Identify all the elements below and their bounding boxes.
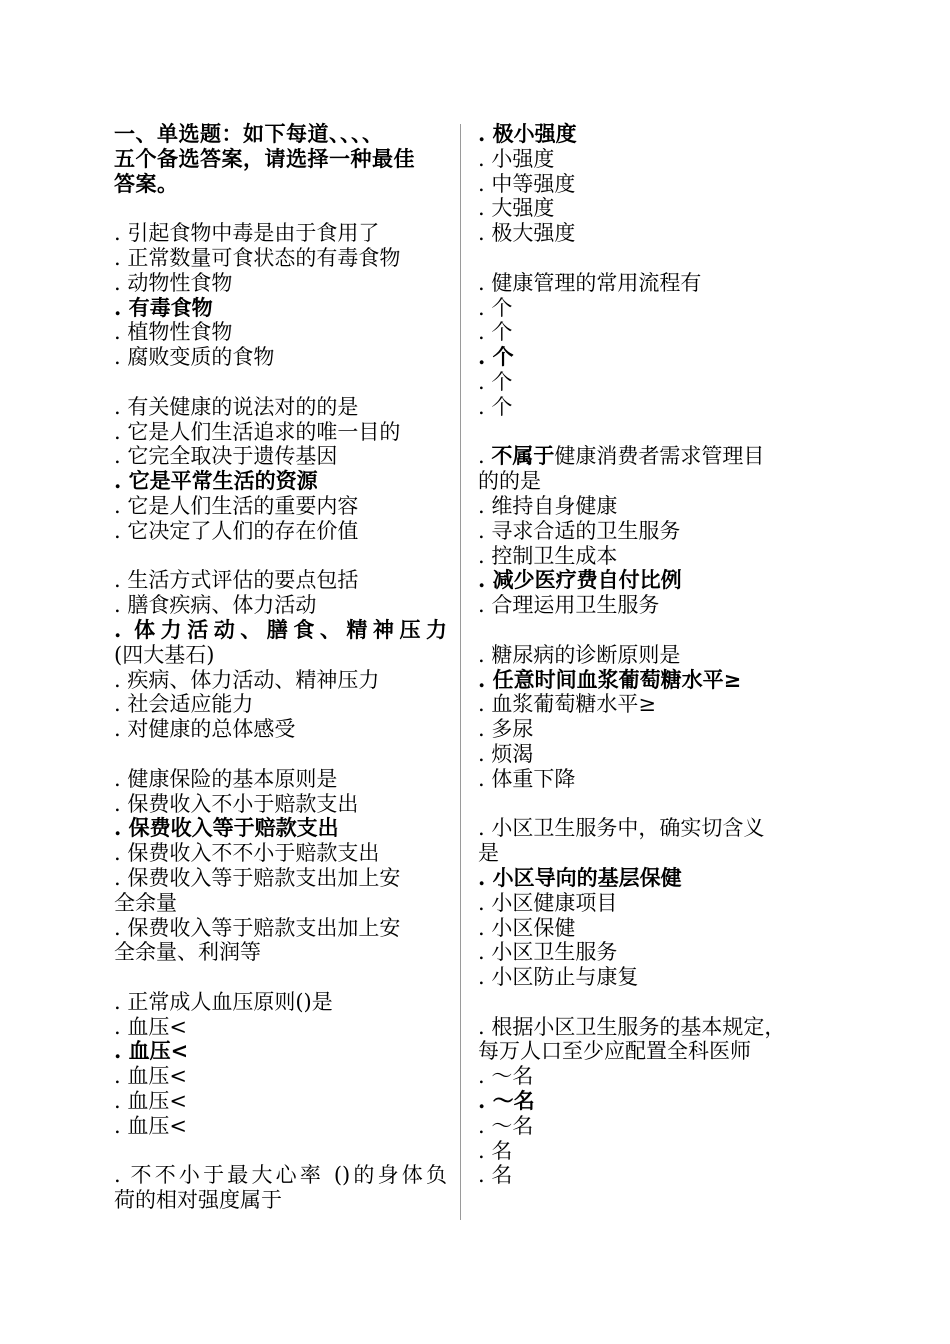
question-line: . 保费收入等于赔款支出加上安 xyxy=(114,915,401,940)
emphasis-text: 不属于 xyxy=(491,443,555,469)
question-block xyxy=(114,1163,447,1213)
right-column xyxy=(478,122,828,1213)
question-line: . 血压< xyxy=(114,1113,187,1138)
question-line: . 极大强度 xyxy=(478,221,576,246)
question-line: . 疾病、体力活动、精神压力 xyxy=(114,667,380,692)
correct-answer-option: . 有毒食物 xyxy=(114,294,213,320)
question-line: . 对健康的总体感受 xyxy=(114,717,296,742)
question-line: . 健康保险的基本原则是 xyxy=(114,766,338,791)
question-line: . 个 xyxy=(478,295,513,320)
correct-answer-option: . 小区导向的基层保健 xyxy=(478,864,682,890)
question-block xyxy=(114,568,447,742)
question-line: . 保费收入不不小于赔款支出 xyxy=(114,841,380,866)
question-line: . 多尿 xyxy=(478,717,534,742)
question-line: . 寻求合适的卫生服务 xyxy=(478,518,681,543)
question-line: . 社会适应能力 xyxy=(114,692,254,717)
correct-answer-option: . 任意时间血浆葡萄糖水平≥ xyxy=(478,666,742,692)
question-line: . 控制卫生成本 xyxy=(478,543,618,568)
correct-answer-option: . 它是平常生活的资源 xyxy=(114,468,318,494)
question-line: . 个 xyxy=(478,394,513,419)
question-line: 全余量 xyxy=(114,890,177,915)
question-line: . 它完全取决于遗传基因 xyxy=(114,444,338,469)
question-line: . 小区卫生服务中，确实切含义 xyxy=(478,816,765,841)
correct-answer-option: . 体力活动、膳食、精神压力 xyxy=(114,616,447,642)
question-line: . 根据小区卫生服务的基本规定， xyxy=(478,1014,786,1039)
question-block xyxy=(478,444,828,618)
right-question-list xyxy=(478,122,828,1188)
question-line: . 保费收入不小于赔款支出 xyxy=(114,791,359,816)
stem-text: 健康消费者需求管理目 xyxy=(554,444,765,469)
question-block xyxy=(114,221,447,370)
question-line: . 小区健康项目 xyxy=(478,890,618,915)
question-line: . ～名 xyxy=(478,1064,534,1089)
question-line: . 正常成人血压原则()是 xyxy=(114,989,333,1014)
question-line: . 个 xyxy=(478,320,513,345)
heading-line: 五个备选答案，请选择一种最佳 xyxy=(114,145,415,171)
question-line: . 名 xyxy=(478,1138,513,1163)
question-block xyxy=(478,122,828,246)
question-line: (四大基石) xyxy=(114,642,215,667)
question-line: . 小区卫生服务 xyxy=(478,940,618,965)
question-line: . 合理运用卫生服务 xyxy=(478,593,660,618)
question-line: 全余量、利润等 xyxy=(114,940,261,965)
question-line: . 维持自身健康 xyxy=(478,493,618,518)
question-line: . 不不小于最大心率 ()的身体负 xyxy=(114,1163,447,1188)
question-line: . 大强度 xyxy=(478,196,555,221)
question-line: . 腐败变质的食物 xyxy=(114,345,275,370)
question-line: . 膳食疾病、体力活动 xyxy=(114,593,317,618)
correct-answer-option: . 个 xyxy=(478,344,514,370)
question-line: . 动物性食物 xyxy=(114,270,233,295)
correct-answer-option: . 减少医疗费自付比例 xyxy=(478,567,682,593)
question-line: . 正常数量可食状态的有毒食物 xyxy=(114,245,401,270)
question-line: . 糖尿病的诊断原则是 xyxy=(478,642,681,667)
question-line: . 它决定了人们的存在价值 xyxy=(114,518,359,543)
section-heading xyxy=(114,122,447,196)
correct-answer-option: . 极小强度 xyxy=(478,121,577,146)
correct-answer-option: . 保费收入等于赔款支出 xyxy=(114,815,339,841)
question-line: . 小区防止与康复 xyxy=(478,965,639,990)
question-line: . 它是人们生活追求的唯一目的 xyxy=(114,419,401,444)
question-line: . ～名 xyxy=(478,1113,534,1138)
question-line: 每万人口至少应配置全科医师 xyxy=(478,1039,751,1064)
question-line: . 中等强度 xyxy=(478,171,576,196)
left-question-list xyxy=(114,221,447,1213)
heading-line: 一、单选题：如下每道、、、、 xyxy=(114,121,384,146)
question-stem xyxy=(478,444,828,469)
question-line: . 血压< xyxy=(114,1014,187,1039)
left-column xyxy=(114,122,447,1238)
stem-text: . xyxy=(478,444,492,469)
question-line: . 有关健康的说法对的的是 xyxy=(114,394,359,419)
question-line: . 血压< xyxy=(114,1089,187,1114)
question-line: . 小强度 xyxy=(478,146,555,171)
correct-answer-option: . 血压< xyxy=(114,1038,189,1064)
question-block xyxy=(114,767,447,965)
question-line: 的的是 xyxy=(478,469,541,494)
question-line: . 烦渴 xyxy=(478,741,534,766)
question-block xyxy=(478,271,828,420)
question-line: . 保费收入等于赔款支出加上安 xyxy=(114,865,401,890)
heading-line: 答案。 xyxy=(114,170,179,196)
question-block xyxy=(478,643,828,792)
question-line: . 生活方式评估的要点包括 xyxy=(114,568,359,593)
question-line: . 引起食物中毒是由于食用了 xyxy=(114,221,380,246)
question-block xyxy=(478,1015,828,1189)
question-line: . 体重下降 xyxy=(478,766,576,791)
question-line: . 它是人们生活的重要内容 xyxy=(114,493,359,518)
question-line: . 血浆葡萄糖水平≥ xyxy=(478,692,656,717)
question-line: . 个 xyxy=(478,369,513,394)
correct-answer-option: . ～名 xyxy=(478,1088,535,1114)
question-block xyxy=(478,816,828,990)
question-line: . 名 xyxy=(478,1163,513,1188)
question-line: 荷的相对强度属于 xyxy=(114,1188,282,1213)
question-line: . 健康管理的常用流程有 xyxy=(478,270,702,295)
question-line: . 植物性食物 xyxy=(114,320,233,345)
question-line: . 小区保健 xyxy=(478,915,576,940)
question-block xyxy=(114,395,447,544)
question-line: 是 xyxy=(478,841,499,866)
column-divider xyxy=(460,124,461,1220)
question-line: . 血压< xyxy=(114,1064,187,1089)
question-block xyxy=(114,990,447,1139)
